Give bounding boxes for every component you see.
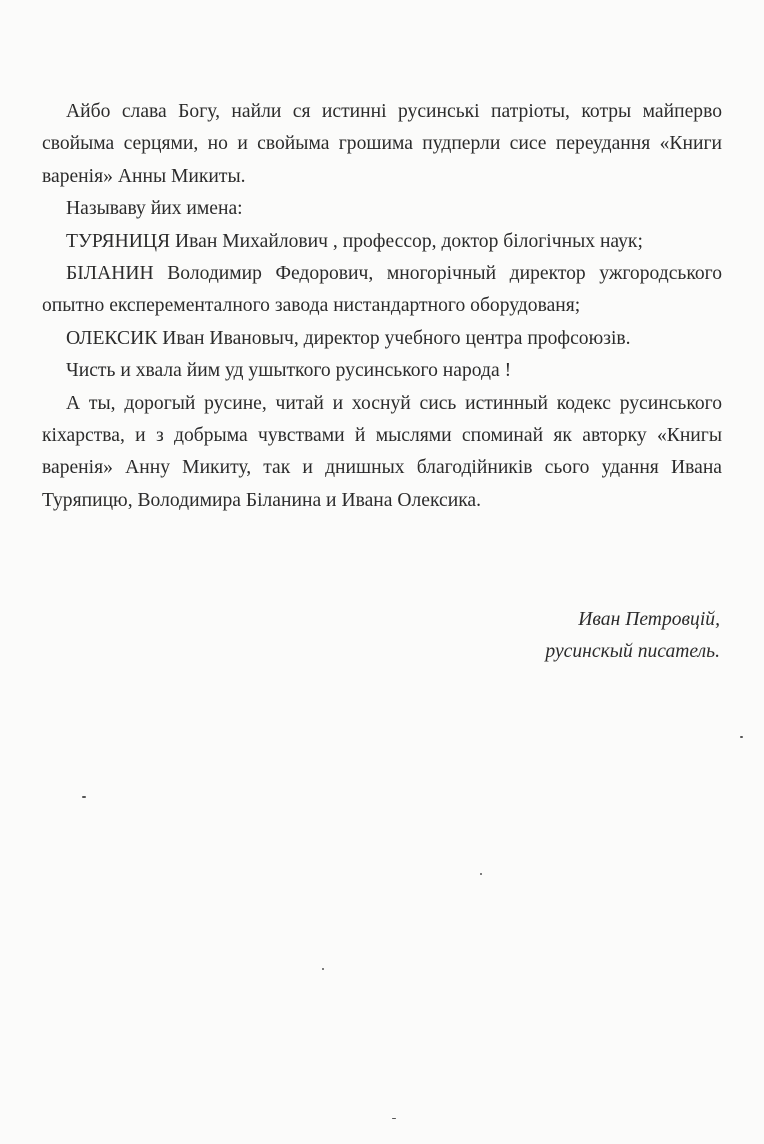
signature-title: русинскый писатель.: [545, 641, 720, 662]
scan-speck: [392, 1118, 396, 1119]
signature-block: [545, 604, 720, 668]
signature-name: Иван Петровцій,: [578, 609, 720, 630]
scan-speck: [480, 873, 482, 875]
scan-speck: [322, 968, 324, 970]
paragraph-patriots: Айбо слава Богу, найли ся истинні русинські патріоты, котры майперво свойыма серцями, но и свойыма грошима пудперли сисе переудання «Книги варенія» Анны Микиты.: [42, 101, 722, 187]
paragraph-sponsor-oleksyk: ОЛЕКСИК Иван Ивановыч, директор учебного центра профсоюзів.: [66, 327, 631, 349]
paragraph-praise: Чисть и хвала йим уд ушыткого русинського народа !: [66, 360, 512, 382]
paragraph-sponsor-turyanytsya: ТУРЯНИЦЯ Иван Михайлович , профессор, доктор білогічных наук;: [66, 230, 643, 252]
paragraph-sponsor-bilanyn: БІЛАНИН Володимир Федорович, многорічный директор ужгородського опытно експеременталного завода нистандартного оборудованя;: [42, 263, 722, 317]
scan-speck: [740, 736, 743, 738]
document-body: [42, 96, 722, 517]
paragraph-closing: А ты, дорогый русине, читай и хоснуй сись истинный кодекс русинського кіхарства, и з добрыма чувствами й мыслями споминай як авторку «Книгы варенія» Анну Микиту, так и днишных благодійників сього удання Ивана Туряпицю, Володимира Біланина и Ивана Олексика.: [42, 392, 722, 511]
scan-speck: [82, 796, 86, 798]
paragraph-names-intro: Называву йих имена:: [66, 198, 243, 220]
